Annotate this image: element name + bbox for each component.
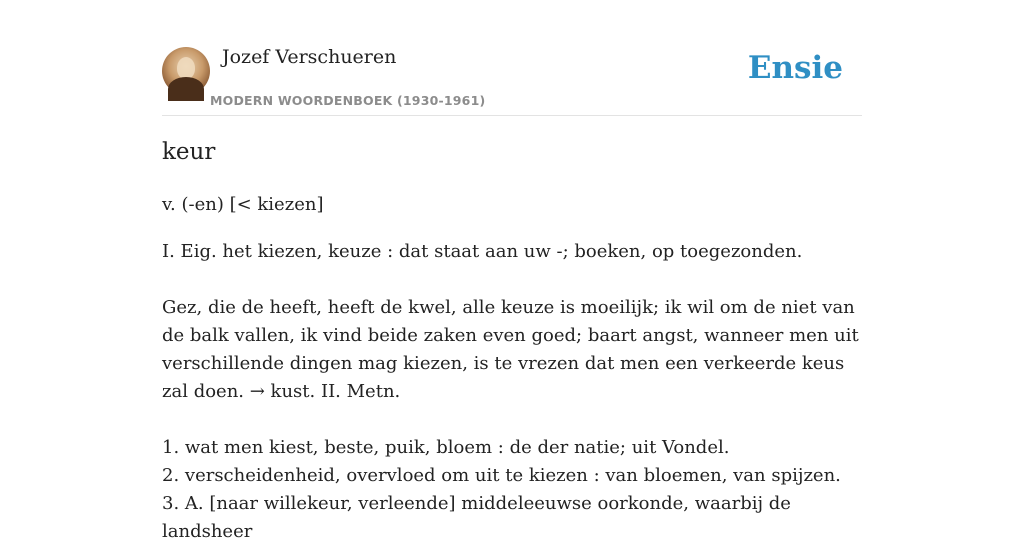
definition-paragraph: I. Eig. het kiezen, keuze : dat staat aan uw -; boeken, op toegezonden. xyxy=(162,241,803,262)
author-name[interactable]: Jozef Verschueren xyxy=(222,46,397,68)
definition-list-item: 3. A. [naar willekeur, verleende] middeleeuwse oorkonde, waarbij de landsheer xyxy=(162,493,791,542)
definition-list-item: 2. verscheidenheid, overvloed om uit te kiezen : van bloemen, van spijzen. xyxy=(162,465,841,486)
avatar-face xyxy=(177,57,195,79)
author-avatar[interactable] xyxy=(162,47,210,95)
source-label[interactable]: MODERN WOORDENBOEK (1930-1961) xyxy=(210,93,486,108)
definition-paragraph: Gez, die de heeft, heeft de kwel, alle keuze is moeilijk; ik wil om de niet van de balk vallen, ik vind beide zaken even goed; baart angst, wanneer men uit verschillende dingen mag kiezen, is te vrezen dat men een verkeerde keus zal doen. → kust. II. Metn. xyxy=(162,297,859,402)
definition-body xyxy=(162,238,862,546)
avatar-coat xyxy=(168,77,204,101)
entry-header xyxy=(162,0,862,116)
definition-list-item: 1. wat men kiest, beste, puik, bloem : de der natie; uit Vondel. xyxy=(162,437,730,458)
grammar-info: v. (-en) [< kiezen] xyxy=(162,194,324,215)
page xyxy=(162,0,862,542)
headword: keur xyxy=(162,139,216,165)
ensie-logo[interactable]: Ensie xyxy=(747,50,843,86)
